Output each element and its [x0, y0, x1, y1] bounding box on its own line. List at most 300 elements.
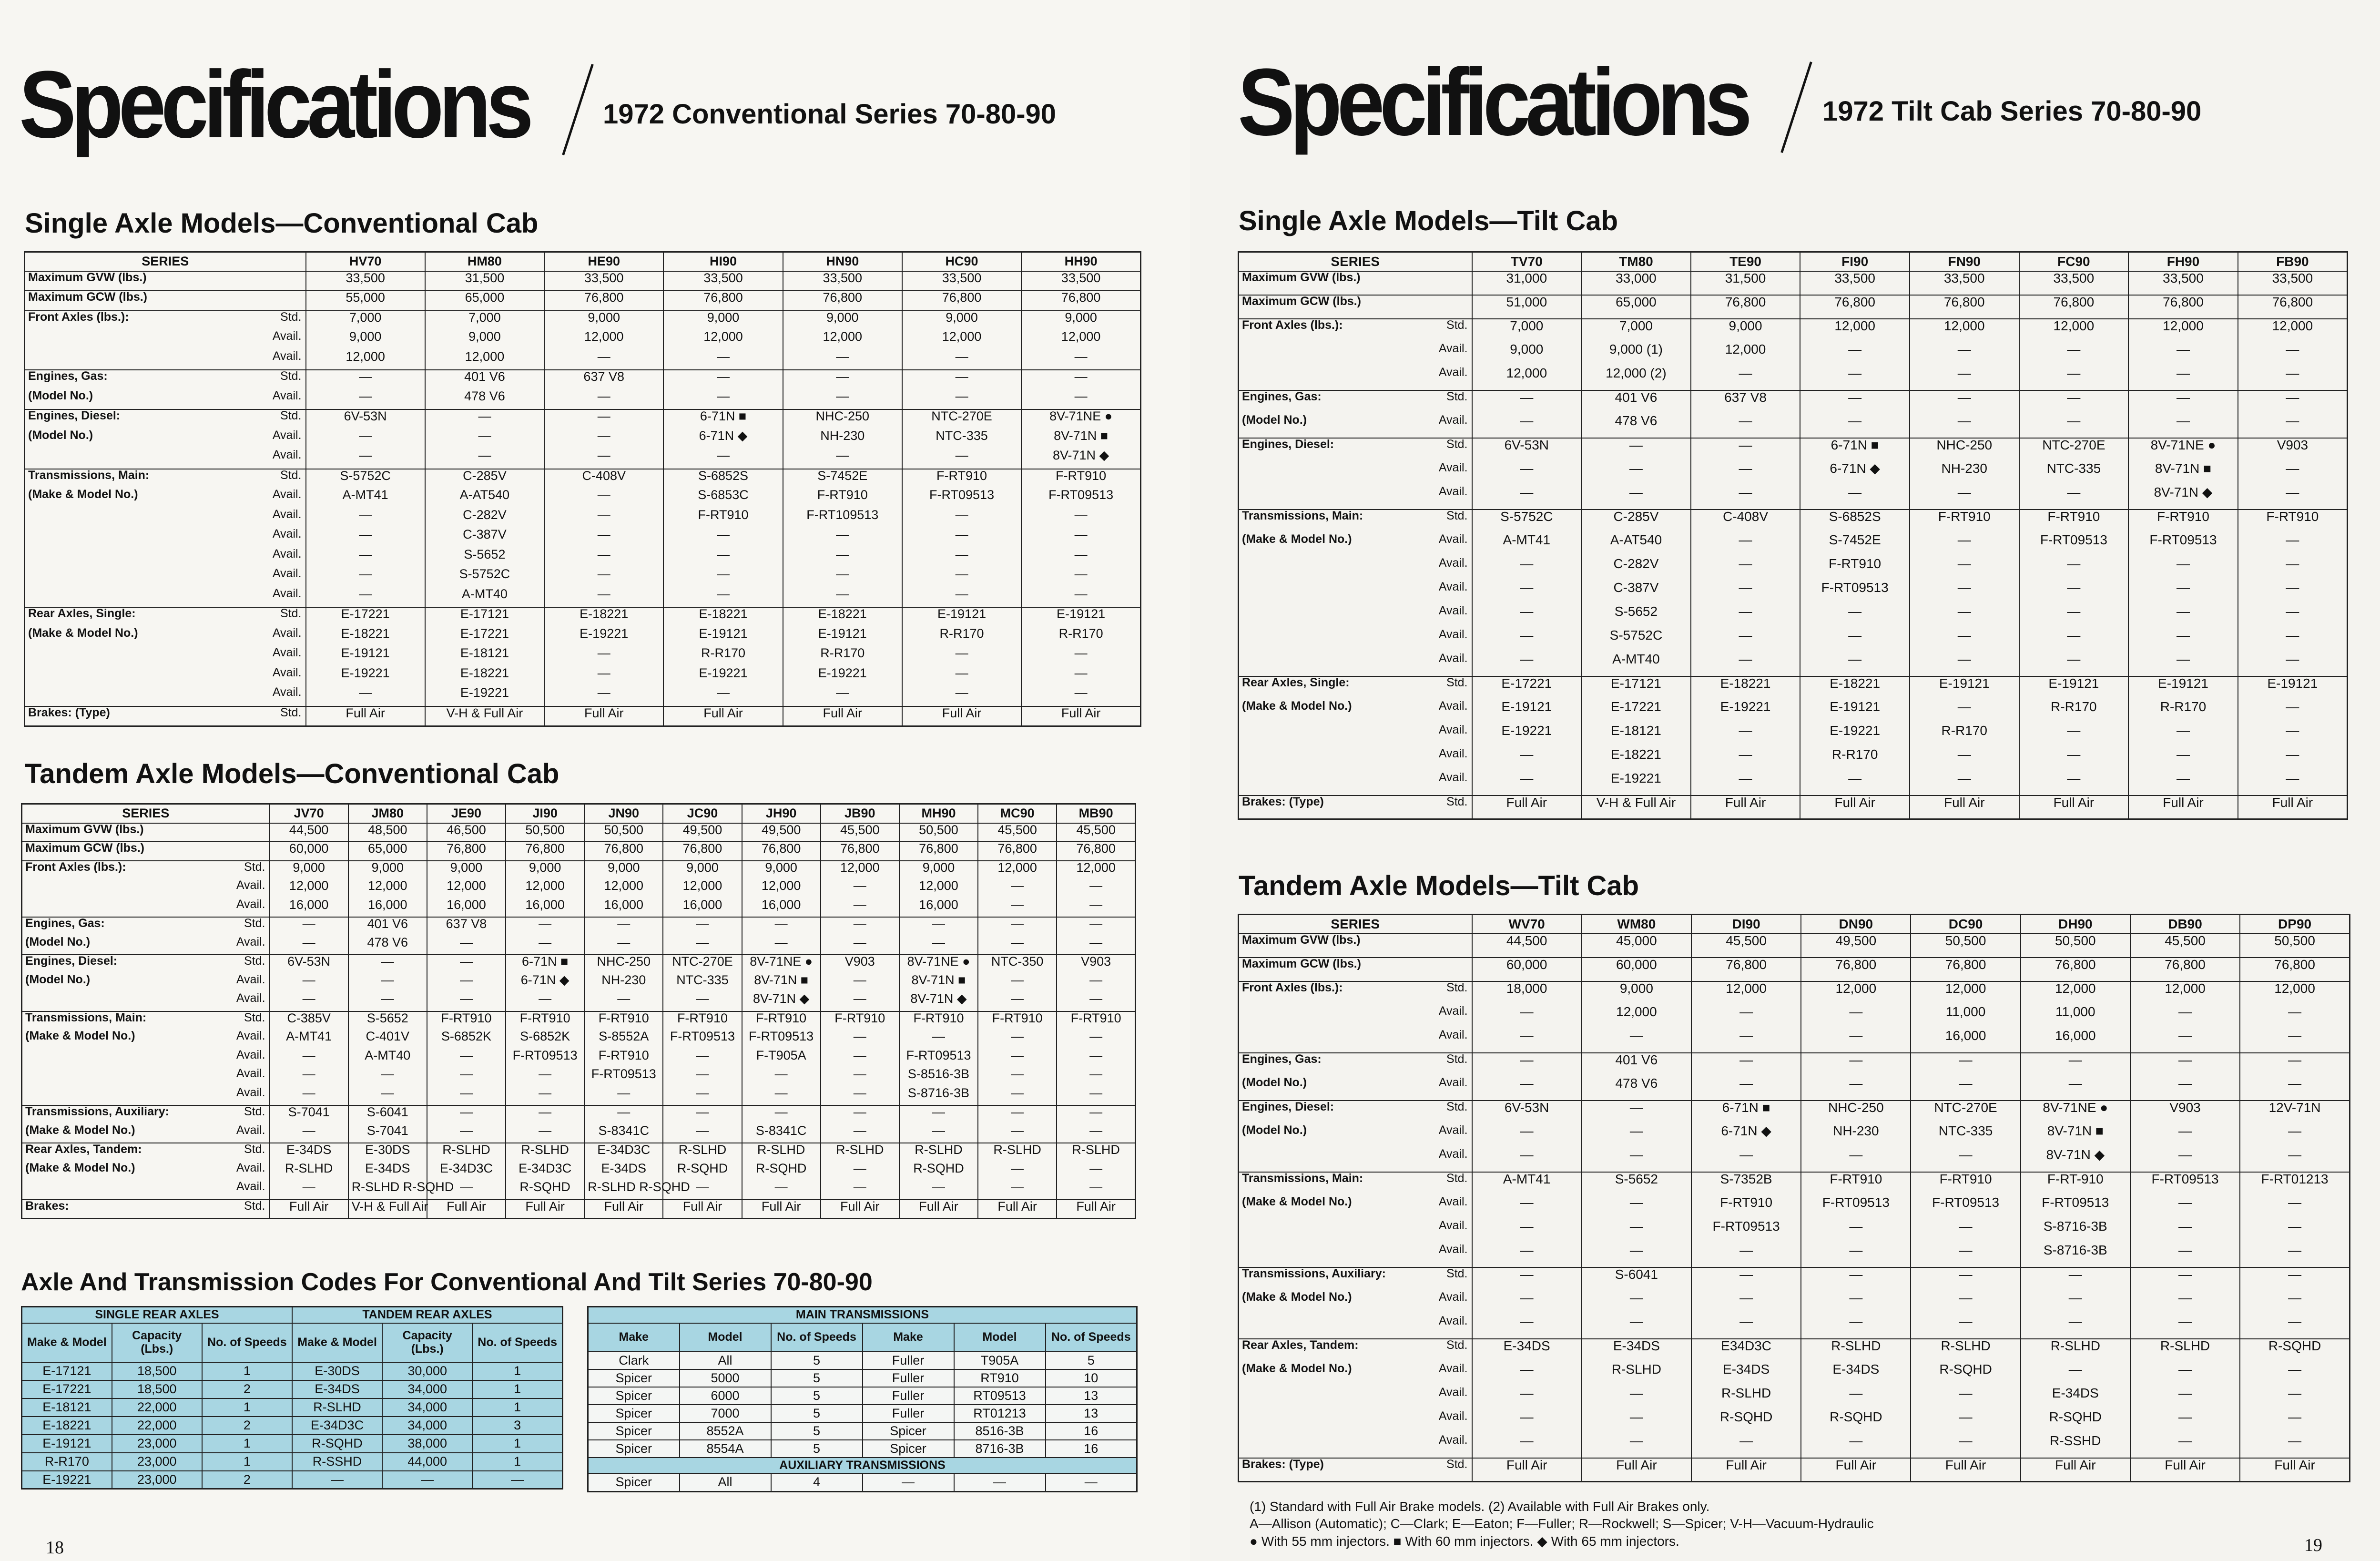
row-qualifier: Avail. — [1367, 486, 1472, 510]
table-cell: — — [978, 992, 1057, 1011]
table-cell: — — [2240, 1077, 2349, 1101]
table-cell: F-RT09513 — [2130, 1172, 2240, 1196]
row-qualifier — [165, 842, 270, 861]
series-header: SERIES — [1239, 252, 1472, 271]
table-cell: — — [902, 509, 1021, 529]
table-cell: — — [1910, 700, 2019, 724]
table-cell: E-34DS — [1801, 1363, 1911, 1387]
table-cell: — — [306, 390, 425, 410]
row-label: Rear Axles, Tandem: — [22, 1143, 165, 1162]
table-cell: E-18221 — [306, 627, 425, 647]
table-cell: — — [1911, 1148, 2020, 1172]
row-qualifier: Avail. — [1367, 629, 1472, 653]
table-row — [25, 390, 1141, 410]
table-cell: 8V-71N ■ — [2021, 1124, 2130, 1148]
row-label — [25, 350, 168, 370]
table-cell: — — [2128, 390, 2238, 414]
table-cell: — — [978, 1030, 1057, 1049]
table-row — [588, 1387, 1137, 1405]
table-cell: E-17221 — [425, 627, 544, 647]
table-cell: S-8716-3B — [2021, 1220, 2130, 1244]
table-cell: All — [680, 1352, 771, 1369]
table-cell: — — [899, 936, 978, 955]
table-cell: — — [2240, 1220, 2349, 1244]
row-qualifier: Std. — [1367, 390, 1472, 414]
column-header: Make — [863, 1323, 954, 1352]
table-cell: — — [783, 588, 902, 608]
table-cell: Spicer — [588, 1405, 680, 1422]
table-cell: 8V-71N ◆ — [899, 992, 978, 1011]
table-cell: 34,000 — [382, 1417, 472, 1435]
table-cell: — — [1911, 1220, 2020, 1244]
header-row — [22, 1323, 563, 1362]
row-qualifier: Avail. — [1367, 1315, 1472, 1339]
column-header: Make — [588, 1323, 680, 1352]
column-header: DB90 — [2130, 915, 2240, 934]
page-subtitle: 1972 Tilt Cab Series 70-80-90 — [1822, 96, 2202, 127]
table-row — [22, 823, 1136, 842]
table-cell: 44,500 — [270, 823, 348, 842]
row-qualifier: Avail. — [1367, 1196, 1472, 1220]
table-cell: F-RT09513 — [506, 1049, 584, 1068]
column-header: HH90 — [1021, 252, 1140, 271]
table-row — [25, 568, 1141, 588]
table-cell: — — [978, 917, 1057, 936]
table-cell: NTC-335 — [2019, 462, 2129, 486]
table-cell: E-17221 — [1472, 676, 1582, 700]
table-cell: E-19121 — [2019, 676, 2129, 700]
table-cell: 12,000 — [2240, 981, 2349, 1005]
table-cell: A-MT41 — [1472, 533, 1582, 557]
column-header: HI90 — [663, 252, 783, 271]
table-cell: 7,000 — [425, 311, 544, 331]
row-label: (Make & Model No.) — [28, 488, 138, 501]
table-cell: 60,000 — [270, 842, 348, 861]
table-cell: — — [1801, 1267, 1911, 1291]
table-cell: — — [2130, 1220, 2240, 1244]
row-qualifier: Avail. — [1367, 343, 1472, 367]
table-cell: Full Air — [1801, 1458, 1911, 1482]
table-cell: — — [821, 992, 899, 1011]
table-cell: R-SLHD — [978, 1143, 1057, 1162]
table-cell: — — [544, 568, 663, 588]
table-cell: — — [978, 1105, 1057, 1124]
row-qualifier: Avail. — [1367, 772, 1472, 796]
table-cell: — — [2240, 1124, 2349, 1148]
table-cell: — — [472, 1471, 562, 1489]
row-qualifier: Std. — [1367, 319, 1472, 343]
table-cell: 76,800 — [584, 842, 663, 861]
table-cell: — — [978, 1181, 1057, 1200]
column-header: FC90 — [2019, 252, 2129, 271]
table-cell: — — [1057, 992, 1135, 1011]
table-cell: — — [2130, 1434, 2240, 1458]
column-header: Make & Model — [292, 1323, 382, 1362]
table-cell: — — [902, 528, 1021, 548]
table-cell: — — [584, 1087, 663, 1106]
table-cell: NTC-270E — [1911, 1101, 2020, 1124]
table-cell: E-18121 — [425, 647, 544, 667]
table-cell: — — [306, 429, 425, 449]
table-cell: 12,000 — [1911, 981, 2020, 1005]
table-cell: — — [663, 1087, 742, 1106]
table-cell: 7,000 — [306, 311, 425, 331]
table-cell: E-19221 — [663, 667, 783, 687]
row-qualifier: Avail. — [168, 429, 306, 449]
table-cell: C-282V — [1581, 557, 1691, 581]
table-cell: F-RT109513 — [783, 509, 902, 529]
column-header: MH90 — [899, 804, 978, 823]
table-cell: Full Air — [2238, 796, 2348, 819]
table-row — [1239, 533, 2348, 557]
table-cell: — — [1582, 1101, 1691, 1124]
table-row — [25, 469, 1141, 489]
table-cell: E-34DS — [1691, 1363, 1801, 1387]
table-cell: — — [1021, 548, 1140, 568]
table-cell: — — [427, 1087, 506, 1106]
column-header: JC90 — [663, 804, 742, 823]
table-cell: — — [506, 936, 584, 955]
table-cell: — — [1581, 462, 1691, 486]
table-cell: — — [1472, 462, 1582, 486]
table-cell: C-401V — [348, 1030, 427, 1049]
table-cell: A-AT540 — [425, 489, 544, 509]
table-cell: — — [2128, 343, 2238, 367]
table-cell: — — [783, 449, 902, 469]
table-cell: 8V-71NE ● — [742, 955, 821, 974]
table-cell: — — [2238, 724, 2348, 748]
table-row — [25, 509, 1141, 529]
table-cell: 7,000 — [1472, 319, 1582, 343]
table-cell: — — [1057, 1162, 1135, 1181]
table-cell: — — [1801, 1077, 1911, 1101]
table-cell: Full Air — [506, 1200, 584, 1219]
table-row — [25, 686, 1141, 706]
table-cell: 9,000 — [899, 861, 978, 880]
table-cell: 8516-3B — [954, 1422, 1046, 1440]
table-cell: S-7452E — [1800, 533, 1910, 557]
table-cell: 9,000 — [1582, 981, 1691, 1005]
table-cell: — — [1582, 1387, 1691, 1410]
table-cell: C-408V — [1691, 510, 1800, 533]
table-cell: — — [1582, 1124, 1691, 1148]
table-cell: 16,000 — [2021, 1029, 2130, 1053]
table-row — [22, 879, 1136, 898]
table-row — [1239, 1029, 2350, 1053]
table-cell: S-5752C — [1581, 629, 1691, 653]
table-cell: — — [821, 936, 899, 955]
table-cell: — — [2019, 581, 2129, 605]
table-cell: 9,000 — [663, 861, 742, 880]
table-row — [22, 1105, 1136, 1124]
table-row — [22, 917, 1136, 936]
table-cell: 5 — [771, 1387, 863, 1405]
table-cell: — — [663, 1068, 742, 1087]
table-cell: — — [1801, 1005, 1911, 1029]
table-cell: RT01213 — [954, 1405, 1046, 1422]
table-row — [1239, 772, 2348, 796]
table-cell: 76,800 — [427, 842, 506, 861]
row-label — [22, 898, 165, 918]
table-cell: F-RT910 — [1911, 1172, 2020, 1196]
table-cell: — — [1021, 370, 1140, 390]
table-cell: — — [506, 1124, 584, 1143]
row-qualifier — [165, 823, 270, 842]
table-cell: S-6041 — [1582, 1267, 1691, 1291]
table-cell: — — [2240, 1148, 2349, 1172]
table-cell: 12,000 — [2021, 981, 2130, 1005]
row-qualifier: Avail. — [1367, 414, 1472, 438]
table-cell: — — [663, 548, 783, 568]
table-cell: — — [902, 686, 1021, 706]
table-cell: 50,500 — [1911, 934, 2020, 958]
table-cell: — — [663, 992, 742, 1011]
table-cell: — — [2128, 367, 2238, 390]
table-row — [1239, 390, 2348, 414]
table-cell: 12,000 — [348, 879, 427, 898]
table-cell: Full Air — [427, 1200, 506, 1219]
table-cell: — — [506, 1087, 584, 1106]
table-cell: — — [902, 647, 1021, 667]
row-label: (Model No.) — [28, 388, 93, 402]
table-cell: — — [506, 992, 584, 1011]
table-cell: 60,000 — [1582, 958, 1691, 981]
table-cell: S-5652 — [1582, 1172, 1691, 1196]
table-cell: — — [663, 686, 783, 706]
table-cell: F-RT910 — [1021, 469, 1140, 489]
table-cell: — — [1472, 1291, 1582, 1315]
row-qualifier: Avail. — [1367, 1363, 1472, 1387]
table-cell: R-SLHD — [506, 1143, 584, 1162]
table-cell: 31,500 — [425, 271, 544, 291]
row-qualifier: Std. — [1367, 1339, 1472, 1363]
table-cell: — — [1057, 1087, 1135, 1106]
column-header: FI90 — [1800, 252, 1910, 271]
table-cell: — — [348, 992, 427, 1011]
table-cell: — — [902, 548, 1021, 568]
table-cell: 33,500 — [2019, 271, 2129, 295]
table-cell: 6V-53N — [306, 409, 425, 429]
table-cell: 9,000 — [584, 861, 663, 880]
header-row — [22, 804, 1136, 823]
table-cell: F-RT910 — [1910, 510, 2019, 533]
row-qualifier: Avail. — [168, 330, 306, 350]
table-cell: S-5752C — [306, 469, 425, 489]
row-qualifier: Std. — [1367, 1101, 1472, 1124]
table-cell: Full Air — [783, 706, 902, 726]
table-cell: 8V-71N ◆ — [2021, 1148, 2130, 1172]
table-cell: — — [1057, 1105, 1135, 1124]
table-cell: 12,000 — [425, 350, 544, 370]
table-cell: E-18121 — [22, 1398, 112, 1417]
table-cell: — — [2240, 1291, 2349, 1315]
table-cell: — — [2238, 629, 2348, 653]
table-cell: Clark — [588, 1352, 680, 1369]
table-cell: Spicer — [588, 1473, 680, 1491]
table-row — [25, 706, 1141, 726]
table-cell: Full Air — [1472, 1458, 1582, 1482]
table-cell: — — [306, 370, 425, 390]
table-cell: — — [1057, 917, 1135, 936]
table-cell: 33,500 — [783, 271, 902, 291]
table-cell: S-8516-3B — [899, 1068, 978, 1087]
table-cell: NHC-250 — [783, 409, 902, 429]
table-cell: 9,000 — [902, 311, 1021, 331]
table-cell: 9,000 — [783, 311, 902, 331]
row-label: Transmissions, Main: — [1239, 1172, 1367, 1196]
table-cell: Full Air — [2128, 796, 2238, 819]
table-cell: — — [1691, 367, 1800, 390]
table-cell: — — [2130, 1196, 2240, 1220]
table-cell: C-408V — [544, 469, 663, 489]
codes-heading: Axle And Transmission Codes For Conventional And Tilt Series 70-80-90 — [21, 1268, 873, 1296]
table-cell: 16,000 — [742, 898, 821, 918]
table-cell: 31,500 — [1691, 271, 1800, 295]
table-cell: 6-71N ■ — [506, 955, 584, 974]
table-cell: V-H & Full Air — [348, 1200, 427, 1219]
table-cell: — — [2130, 1387, 2240, 1410]
table-cell: — — [1910, 748, 2019, 772]
table-cell: — — [306, 528, 425, 548]
table-cell: — — [1691, 1148, 1801, 1172]
table-cell: 48,500 — [348, 823, 427, 842]
table-cell: — — [1021, 390, 1140, 410]
row-label — [22, 1049, 165, 1068]
row-label: (Make & Model No.) — [1242, 699, 1352, 713]
table-cell: 6000 — [680, 1387, 771, 1405]
row-qualifier: Std. — [1367, 981, 1472, 1005]
row-label: Front Axles (lbs.): — [22, 861, 165, 880]
table-cell: — — [2238, 581, 2348, 605]
table-cell: S-7352B — [1691, 1172, 1801, 1196]
table-cell: 9,000 — [425, 330, 544, 350]
table-cell: 76,800 — [783, 291, 902, 311]
table-row — [1239, 343, 2348, 367]
table-cell: V903 — [2130, 1101, 2240, 1124]
table-cell: 12,000 — [1021, 330, 1140, 350]
row-label: (Make & Model No.) — [25, 1029, 135, 1042]
table-cell: Full Air — [1021, 706, 1140, 726]
row-label: Transmissions, Auxiliary: — [22, 1105, 165, 1124]
table-cell: — — [742, 1087, 821, 1106]
table-cell: — — [1801, 1053, 1911, 1077]
table-cell: 1 — [202, 1398, 292, 1417]
row-qualifier: Std. — [1367, 796, 1472, 819]
table-cell: — — [1582, 1291, 1691, 1315]
table-cell: — — [663, 1124, 742, 1143]
table-cell: 33,000 — [1581, 271, 1691, 295]
table-cell: NHC-250 — [584, 955, 663, 974]
column-header: No. of Speeds — [1046, 1323, 1137, 1352]
table-cell: — — [1021, 350, 1140, 370]
table-cell: — — [544, 350, 663, 370]
table-row — [1239, 934, 2350, 958]
table-cell: — — [1472, 557, 1582, 581]
table-cell: R-R170 — [22, 1453, 112, 1471]
table-cell: — — [902, 370, 1021, 390]
table-cell: 38,000 — [382, 1435, 472, 1453]
table-row — [1239, 1410, 2350, 1434]
table-row — [22, 1162, 1136, 1181]
table-cell: 76,800 — [1800, 295, 1910, 319]
table-cell: 9,000 — [1472, 343, 1582, 367]
table-cell: 478 V6 — [1582, 1077, 1691, 1101]
table-cell: E-30DS — [348, 1143, 427, 1162]
row-label — [25, 667, 168, 687]
table-cell: Full Air — [663, 706, 783, 726]
table-cell: F-RT910 — [783, 489, 902, 509]
table-cell: — — [544, 588, 663, 608]
table-cell: Spicer — [588, 1369, 680, 1387]
table-cell: 12,000 — [1691, 981, 1801, 1005]
table-cell: — — [2130, 1244, 2240, 1267]
table-cell: — — [899, 1124, 978, 1143]
table-cell: — — [544, 647, 663, 667]
row-qualifier: Avail. — [1367, 724, 1472, 748]
table-cell: — — [1800, 486, 1910, 510]
table-cell: F-RT09513 — [1801, 1196, 1911, 1220]
table-cell: — — [1801, 1291, 1911, 1315]
table-cell: — — [783, 390, 902, 410]
table-cell: 65,000 — [1581, 295, 1691, 319]
table-cell: — — [427, 1181, 506, 1200]
table-cell: 12,000 — [584, 879, 663, 898]
table-cell: — — [2238, 772, 2348, 796]
table-cell: — — [1691, 581, 1800, 605]
table-cell: NH-230 — [1910, 462, 2019, 486]
row-qualifier: Avail. — [1367, 367, 1472, 390]
table-cell: — — [2240, 1315, 2349, 1339]
tandem-axle-conventional-table — [21, 803, 1136, 1219]
table-cell: F-RT910 — [584, 1011, 663, 1030]
table-cell: E-34DS — [584, 1162, 663, 1181]
table-cell: — — [663, 370, 783, 390]
row-label: Engines, Gas: — [1239, 390, 1367, 414]
table-cell: 12,000 — [2019, 319, 2129, 343]
table-cell: 5 — [771, 1422, 863, 1440]
table-cell: — — [1472, 486, 1582, 510]
table-row — [22, 1398, 563, 1417]
table-cell: 6-71N ■ — [1691, 1101, 1801, 1124]
row-label — [25, 588, 168, 608]
table-cell: 16,000 — [348, 898, 427, 918]
table-cell: — — [783, 568, 902, 588]
table-cell: — — [899, 1105, 978, 1124]
table-cell: 45,500 — [1691, 934, 1801, 958]
table-cell: 8V-71NE ● — [899, 955, 978, 974]
table-cell: E-19221 — [544, 627, 663, 647]
table-cell: Full Air — [1057, 1200, 1135, 1219]
table-cell: E-17221 — [306, 607, 425, 627]
table-cell: — — [783, 528, 902, 548]
table-row — [25, 489, 1141, 509]
column-header: JI90 — [506, 804, 584, 823]
table-row — [1239, 1005, 2350, 1029]
row-qualifier: Avail. — [168, 686, 306, 706]
header-row — [1239, 252, 2348, 271]
row-label: Engines, Diesel: — [1239, 1101, 1367, 1124]
table-cell: — — [783, 548, 902, 568]
table-cell: — — [663, 449, 783, 469]
series-header: SERIES — [1239, 915, 1472, 934]
table-cell: F-RT09513 — [902, 489, 1021, 509]
table-cell: — — [1472, 1267, 1582, 1291]
table-cell: — — [425, 409, 544, 429]
table-cell: — — [2019, 390, 2129, 414]
column-header: TM80 — [1581, 252, 1691, 271]
table-cell: R-SLHD — [1582, 1363, 1691, 1387]
table-cell: 12,000 — [663, 330, 783, 350]
